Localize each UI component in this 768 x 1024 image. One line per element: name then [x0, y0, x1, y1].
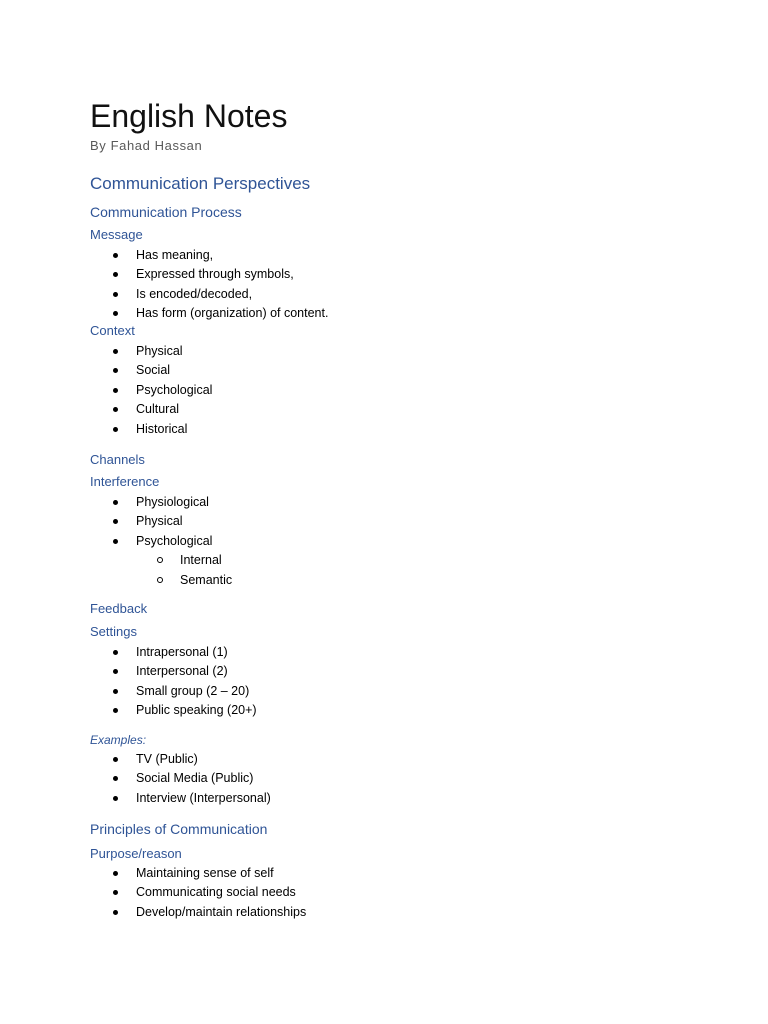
bullet-icon: [113, 669, 118, 674]
bullet-icon: [113, 689, 118, 694]
examples-list: [90, 750, 271, 808]
heading-interference: Interference: [90, 474, 160, 489]
heading-communication-process: Communication Process: [90, 204, 242, 220]
bullet-icon: [113, 890, 118, 895]
context-list: [90, 342, 212, 439]
heading-settings: Settings: [90, 624, 137, 639]
list-item: Interpersonal (2): [90, 662, 257, 681]
circle-bullet-icon: [157, 577, 163, 583]
settings-list: [90, 643, 257, 721]
sub-list-item: Semantic: [90, 571, 232, 590]
list-item: Physiological: [90, 493, 232, 512]
examples-label: Examples:: [90, 733, 147, 747]
list-item: Small group (2 – 20): [90, 682, 257, 701]
list-item: Physical: [90, 512, 232, 531]
list-item: Social Media (Public): [90, 769, 271, 788]
heading-communication-perspectives: Communication Perspectives: [90, 174, 311, 193]
list-item: Interview (Interpersonal): [90, 789, 271, 808]
list-item: Maintaining sense of self: [90, 864, 306, 883]
heading-context: Context: [90, 323, 135, 338]
sub-list-item: Internal: [90, 551, 232, 570]
bullet-icon: [113, 368, 118, 373]
circle-bullet-icon: [157, 557, 163, 563]
bullet-icon: [113, 519, 118, 524]
purpose-list: [90, 864, 306, 922]
bullet-icon: [113, 708, 118, 713]
bullet-icon: [113, 776, 118, 781]
message-list: [90, 246, 328, 324]
heading-principles-of-communication: Principles of Communication: [90, 821, 268, 837]
list-item: Intrapersonal (1): [90, 643, 257, 662]
bullet-icon: [113, 910, 118, 915]
list-item: Communicating social needs: [90, 883, 306, 902]
document-author: By Fahad Hassan: [90, 138, 203, 153]
list-item: Develop/maintain relationships: [90, 903, 306, 922]
list-item: Public speaking (20+): [90, 701, 257, 720]
list-item: Psychological: [90, 381, 212, 400]
list-item: Physical: [90, 342, 212, 361]
list-item: Has meaning,: [90, 246, 328, 265]
bullet-icon: [113, 272, 118, 277]
bullet-icon: [113, 253, 118, 258]
bullet-icon: [113, 292, 118, 297]
bullet-icon: [113, 500, 118, 505]
list-item: Has form (organization) of content.: [90, 304, 328, 323]
list-item: TV (Public): [90, 750, 271, 769]
bullet-icon: [113, 349, 118, 354]
list-item: Expressed through symbols,: [90, 265, 328, 284]
heading-feedback: Feedback: [90, 601, 148, 616]
bullet-icon: [113, 650, 118, 655]
list-item: Social: [90, 361, 212, 380]
bullet-icon: [113, 427, 118, 432]
heading-channels: Channels: [90, 452, 145, 467]
list-item: Historical: [90, 420, 212, 439]
bullet-icon: [113, 871, 118, 876]
bullet-icon: [113, 388, 118, 393]
bullet-icon: [113, 407, 118, 412]
list-item: Cultural: [90, 400, 212, 419]
heading-message: Message: [90, 227, 143, 242]
list-item: Is encoded/decoded,: [90, 285, 328, 304]
heading-purpose-reason: Purpose/reason: [90, 846, 182, 861]
bullet-icon: [113, 311, 118, 316]
bullet-icon: [113, 539, 118, 544]
bullet-icon: [113, 757, 118, 762]
list-item: Psychological: [90, 532, 232, 551]
document-title: English Notes: [90, 98, 288, 134]
bullet-icon: [113, 796, 118, 801]
interference-list: [90, 493, 232, 590]
